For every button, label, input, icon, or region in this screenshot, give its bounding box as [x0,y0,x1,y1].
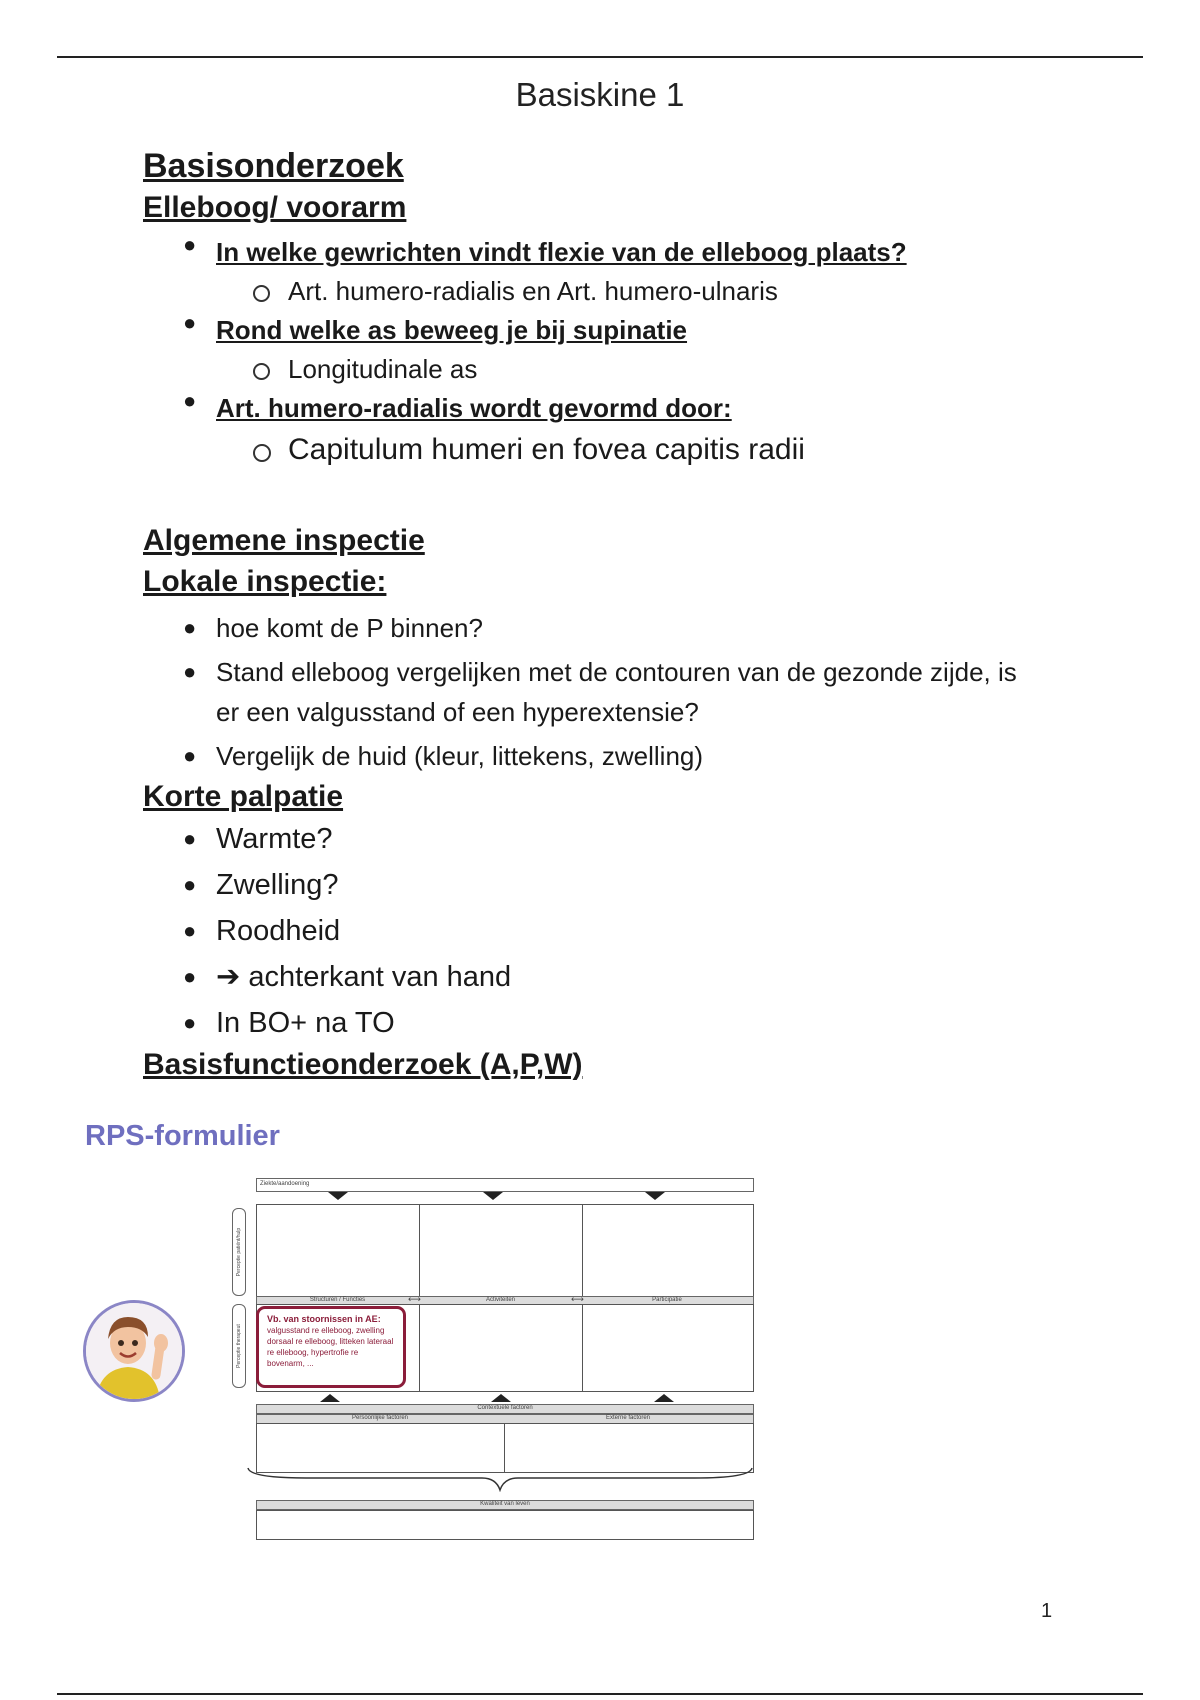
list-item [143,232,1103,272]
bullet-icon: ● [183,917,197,943]
arrow-up-icon [320,1394,340,1402]
question-list [143,310,1103,350]
heading-korte-palpatie: Korte palpatie [143,780,344,814]
header-rule [57,56,1143,58]
context-bar [256,1404,754,1414]
form-top-label: Ziekte/aandoening [260,1181,310,1187]
bullet-icon: ● [183,743,197,769]
answer-item [143,350,1103,388]
list-item [143,862,1103,908]
column-label: Structuren / Functies [309,1297,366,1303]
list-item-text: Zwelling? [216,868,339,901]
heading-basisfunctieonderzoek: Basisfunctieonderzoek (A,P,W) [143,1047,583,1081]
side-tab-label: Perceptie therapeut [236,1324,242,1368]
form-cell [419,1304,584,1392]
form-cell [582,1204,754,1298]
context-label: Contextuele factoren [477,1405,533,1411]
bullet-icon: ● [183,615,197,641]
answer-text: Capitulum humeri en fovea capitis radii [288,433,805,467]
form-cell [256,1510,754,1540]
brace-icon [246,1466,754,1492]
heading-basisonderzoek: Basisonderzoek [143,147,404,185]
list-item [143,1000,1103,1046]
list-item-text: achterkant van hand [248,960,512,993]
document-body [143,146,1103,1083]
list-item [143,816,1103,862]
callout-title: Vb. van stoornissen in AE: [267,1314,381,1324]
spacer [143,472,1103,522]
form-cell [582,1304,754,1392]
answer-item [143,272,1103,310]
bullet-icon: ● [183,963,197,989]
context-column-label: Persoonlijke factoren [351,1415,409,1421]
side-tab-therapeut [232,1304,246,1388]
bullet-icon: ● [183,825,197,851]
list-item-text: hoe komt de P binnen? [216,613,483,644]
list-item [143,652,1036,732]
heading-elleboog: Elleboog/ voorarm [143,190,407,224]
rps-figure [80,1120,752,1540]
list-item-text: Vergelijk de huid (kleur, littekens, zwelling) [216,741,704,772]
side-tab-label: Perceptie patiënt/hulp [236,1227,242,1277]
bullet-icon: ● [183,388,197,414]
circle-bullet-icon [253,363,270,380]
question-list [143,232,1103,272]
context-column-label: Externe factoren [605,1415,651,1421]
form-cell [256,1204,421,1298]
avatar [83,1300,185,1402]
bullet-icon: ● [183,1009,197,1035]
avatar-illustration-icon [86,1303,182,1399]
list-item [143,608,1103,648]
list-item [143,736,1103,776]
question-text: Art. humero-radialis wordt gevormd door: [216,393,732,424]
bullet-icon: ● [183,232,197,258]
question-list [143,388,1103,428]
arrow-down-icon [645,1192,665,1200]
heading-lokale-inspectie: Lokale inspectie: [143,564,387,598]
answer-text: Art. humero-radialis en Art. humero-ulnaris [288,276,778,307]
page-number: 1 [1041,1600,1053,1622]
inspectie-list [143,608,1103,776]
quality-bar [256,1500,754,1510]
column-label: Participatie [652,1297,682,1303]
answer-text: Longitudinale as [288,354,478,385]
heading-algemene-inspectie: Algemene inspectie [143,524,425,558]
callout-box [256,1306,406,1388]
side-tab-patient [232,1208,246,1296]
list-item [143,954,1103,1000]
answer-item [143,428,1103,472]
list-item [143,310,1103,350]
palpatie-list [143,816,1103,1046]
form-cell [419,1204,584,1298]
circle-bullet-icon [253,285,270,302]
arrow-up-icon [491,1394,511,1402]
bullet-icon: ● [183,871,197,897]
arrow-up-icon [654,1394,674,1402]
question-text: Rond welke as beweeg je bij supinatie [216,315,688,346]
question-text: In welke gewrichten vindt flexie van de elleboog plaats? [216,237,907,268]
document-title: Basiskine 1 [515,76,685,113]
double-arrow-icon: ⟷ [571,1294,584,1304]
arrow-down-icon [328,1192,348,1200]
arrow-right-icon: ➔ [216,960,241,993]
form-top-bar [256,1178,754,1192]
arrow-down-icon [483,1192,503,1200]
quality-label: Kwaliteit van leven [480,1501,530,1507]
rps-title: RPS-formulier [85,1120,280,1152]
list-item [143,388,1103,428]
double-arrow-icon: ⟷ [408,1294,421,1304]
list-item-text: Warmte? [216,822,333,855]
bullet-icon: ● [183,659,197,685]
footer-rule [57,1693,1143,1695]
bullet-icon: ● [183,310,197,336]
list-item-text: In BO+ na TO [216,1006,395,1039]
list-item-text: Stand elleboog vergelijken met de contouren van de gezonde zijde, is er een valgusstand of een hyperextensie? [216,657,1017,728]
list-item [143,908,1103,954]
list-item-text: Roodheid [216,914,341,947]
column-label: Activiteiten [485,1297,515,1303]
callout-text: valgusstand re elleboog, zwelling dorsaal re elleboog, litteken lateraal re elleboog, hypertrofie re bovenarm, ... [267,1326,394,1368]
circle-bullet-icon [253,444,271,462]
